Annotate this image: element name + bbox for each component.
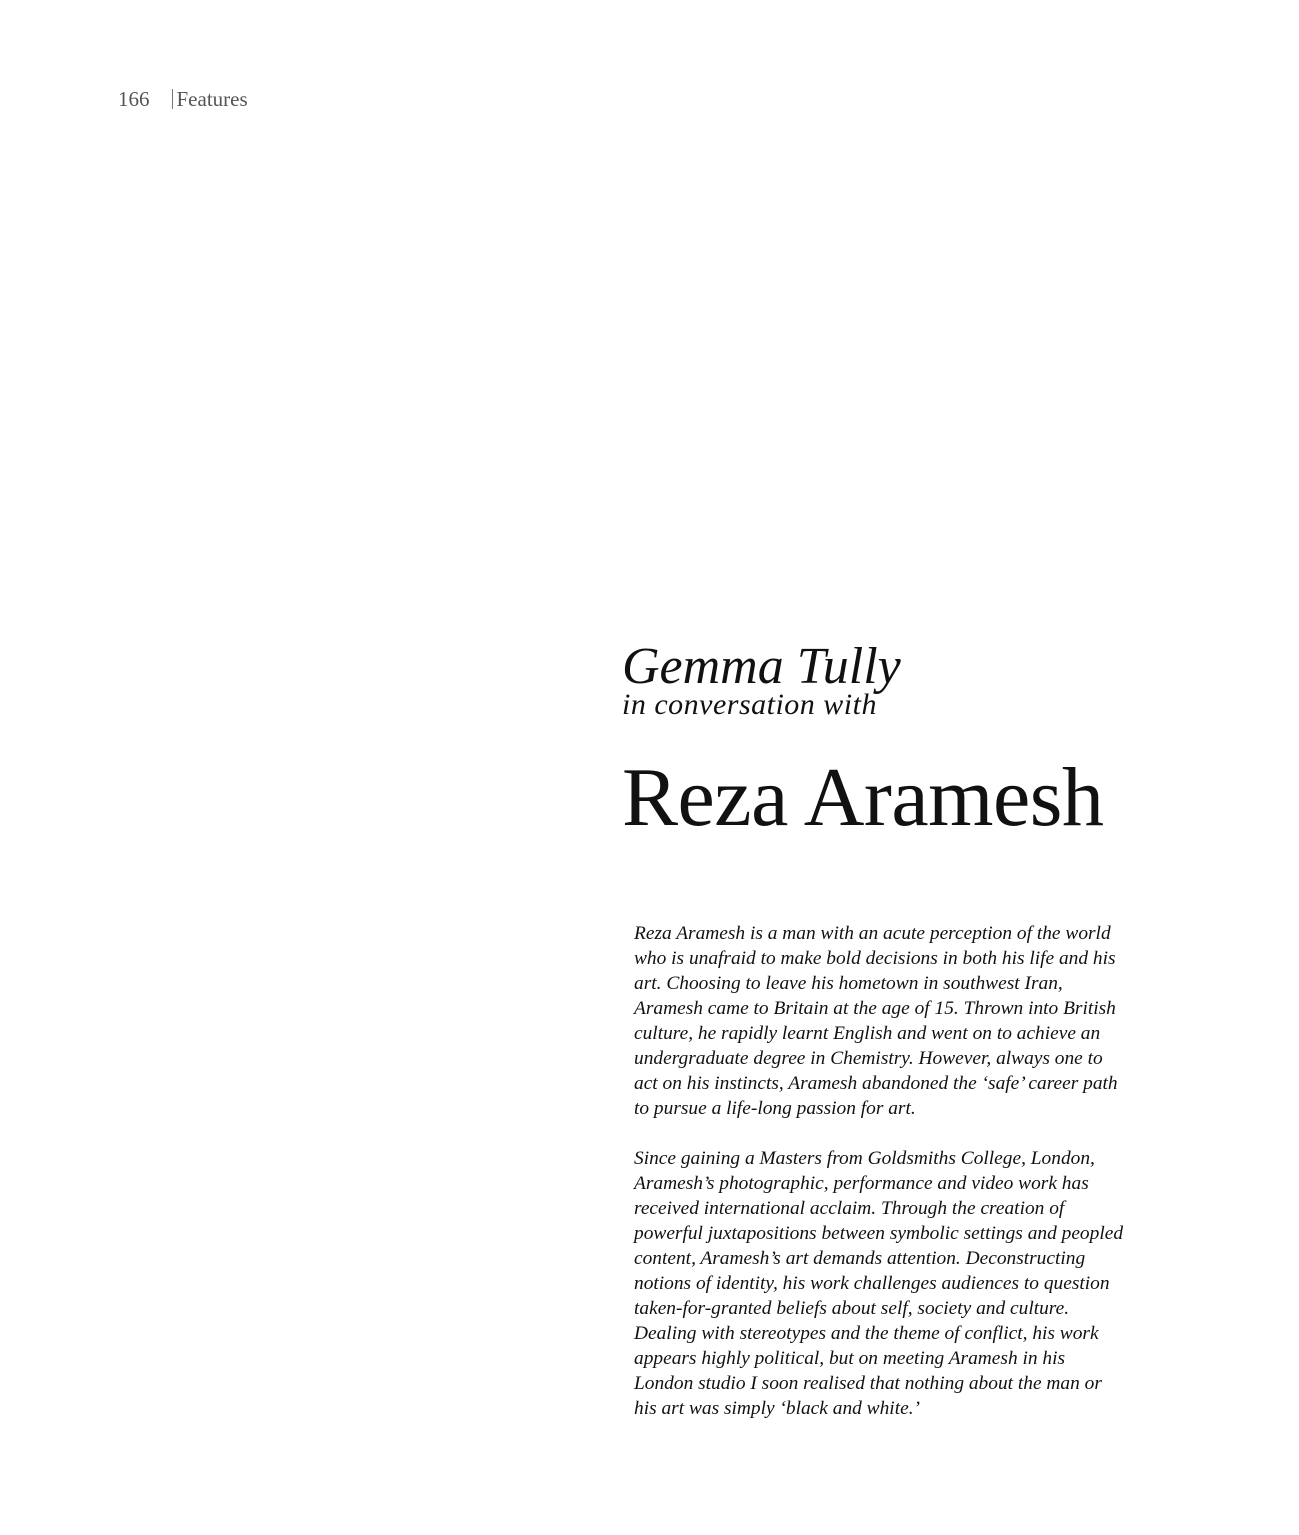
intro-paragraph: Since gaining a Masters from Goldsmiths College, London, Aramesh’s photographic, performance and video work has received international acclaim. Through the creation of powerful juxtapositions between symbolic settings and peopled content, Aramesh’s art demands attention. Deconstructing notions of identity, his work challenges audiences to question taken-for-granted beliefs about self, society and culture. Dealing with stereotypes and the theme of conflict, his work appears highly political, but on meeting Aramesh in his London studio I soon realised that nothing about the man or his art was simply ‘black and white.’ [634,1148,1124,1419]
intro-paragraph: Reza Aramesh is a man with an acute perception of the world who is unafraid to make bold decisions in both his life and his art. Choosing to leave his hometown in southwest Iran, Aramesh came to Britain at the age of 15. Thrown into British culture, he rapidly learnt English and went on to achieve an undergraduate degree in Chemistry. However, always one to act on his instincts, Aramesh abandoned the ‘safe’ career path to pursue a life-long passion for art. [634,923,1118,1119]
running-head [118,86,248,112]
section-name: Features [176,87,248,111]
interviewer-name: Gemma Tully [622,638,901,695]
subject-name: Reza Aramesh [622,751,1104,844]
intro-text [634,921,1124,1446]
header-divider [172,89,173,109]
article-title-block [622,636,1182,846]
page-number: 166 [118,87,150,111]
title-connector: in conversation with [622,688,877,721]
